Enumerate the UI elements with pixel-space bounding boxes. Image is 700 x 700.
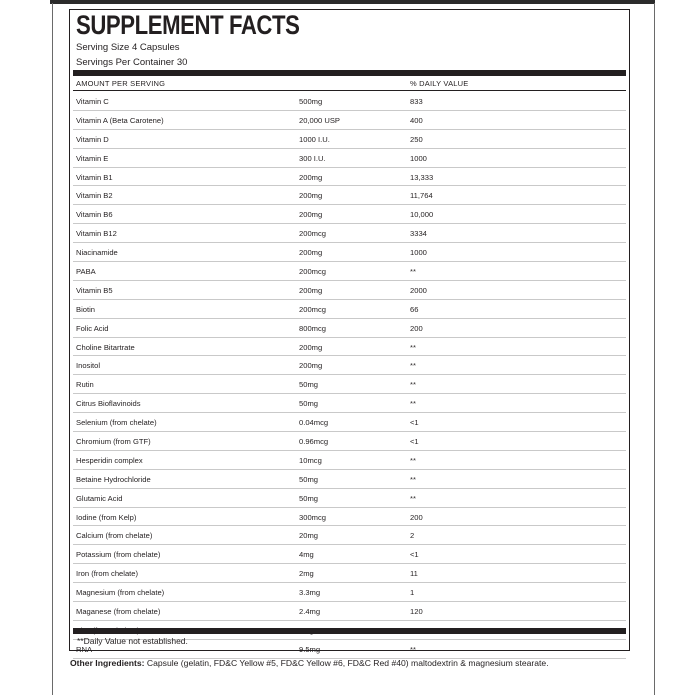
nutrient-amount: 20,000 USP — [299, 115, 340, 125]
nutrient-amount: 50mg — [299, 399, 318, 409]
table-row — [73, 451, 626, 470]
table-row — [73, 338, 626, 357]
table-row — [73, 394, 626, 413]
nutrient-name: Vitamin B12 — [76, 229, 117, 239]
nutrient-amount: 3.3mg — [299, 588, 321, 598]
nutrient-name: Vitamin C — [76, 97, 109, 106]
nutrient-amount: 0.96mcg — [299, 437, 329, 447]
nutrient-name: Inositol — [76, 361, 101, 371]
nutrient-name: Iodine (from Kelp) — [76, 512, 137, 522]
nutrient-name: Vitamin A (Beta Carotene) — [76, 115, 164, 125]
other-ingredients-label: Other Ingredients: — [70, 658, 145, 668]
nutrient-daily-value: 11,764 — [410, 191, 433, 201]
nutrient-amount: 1000 I.U. — [299, 134, 330, 144]
nutrient-name: Vitamin B2 — [76, 191, 113, 201]
serving-size: Serving Size 4 Capsules — [76, 42, 180, 53]
nutrient-name: Iron (from chelate) — [76, 569, 139, 579]
table-row — [73, 130, 626, 149]
nutrient-amount: 200mg — [299, 248, 323, 258]
table-row — [73, 243, 626, 262]
nutrient-name: Glutamic Acid — [76, 493, 123, 503]
nutrient-daily-value: 1000 — [410, 248, 427, 258]
nutrient-amount: 10mcg — [299, 455, 322, 465]
nutrient-amount: 9.5mg — [299, 644, 321, 654]
table-row — [73, 413, 626, 432]
nutrient-name: Choline Bitartrate — [76, 342, 135, 352]
other-ingredients-text: Capsule (gelatin, FD&C Yellow #5, FD&C Yellow #6, FD&C Red #40) maltodextrin & magnesium stearate. — [144, 658, 549, 668]
table-row — [73, 300, 626, 319]
nutrient-name: Maganese (from chelate) — [76, 607, 161, 617]
nutrient-daily-value: ** — [410, 342, 416, 352]
nutrient-daily-value: ** — [410, 380, 416, 390]
nutrient-daily-value: 1000 — [410, 153, 427, 163]
table-row — [73, 111, 626, 130]
table-row — [73, 545, 626, 564]
nutrient-amount: 200mg — [299, 342, 323, 352]
nutrient-daily-value: <1 — [410, 418, 419, 428]
nutrient-daily-value: ** — [410, 267, 416, 277]
nutrient-daily-value: 3334 — [410, 229, 427, 239]
nutrient-daily-value: <1 — [410, 437, 419, 447]
table-row — [73, 319, 626, 338]
nutrient-name: Vitamin B6 — [76, 210, 113, 220]
nutrient-daily-value: ** — [410, 474, 416, 484]
panel-title: SUPPLEMENT FACTS — [76, 10, 300, 40]
nutrient-name: Chromium (from GTF) — [76, 437, 151, 447]
nutrient-daily-value: 2000 — [410, 285, 427, 295]
nutrient-daily-value: 1 — [410, 588, 415, 598]
nutrient-daily-value: 11 — [410, 569, 418, 579]
nutrient-daily-value: 120 — [410, 607, 423, 617]
table-row — [73, 356, 626, 375]
table-row — [73, 583, 626, 602]
nutrient-daily-value: ** — [410, 644, 416, 654]
table-row — [73, 149, 626, 168]
header-amount-per-serving: AMOUNT PER SERVING — [76, 79, 166, 88]
nutrient-daily-value: 200 — [410, 323, 423, 333]
nutrient-name: Hesperidin complex — [76, 455, 143, 465]
nutrient-amount: 50mg — [299, 474, 318, 484]
table-row — [73, 526, 626, 545]
table-row — [73, 224, 626, 243]
nutrient-amount: 0.04mcg — [299, 418, 329, 428]
nutrient-amount: 50mg — [299, 493, 318, 503]
nutrient-daily-value: 2 — [410, 531, 415, 541]
nutrient-daily-value: ** — [410, 399, 416, 409]
nutrient-amount: 200mcg — [299, 304, 327, 314]
nutrient-name: Potassium (from chelate) — [76, 550, 161, 560]
nutrient-name: Vitamin B5 — [76, 285, 113, 295]
nutrient-name: Biotin — [76, 304, 95, 314]
nutrient-name: Calcium (from chelate) — [76, 531, 153, 541]
nutrient-amount: 200mg — [299, 285, 323, 295]
servings-per-container: Servings Per Container 30 — [76, 57, 188, 68]
header-daily-value: % DAILY VALUE — [410, 79, 469, 88]
nutrient-amount: 2mg — [299, 569, 314, 579]
table-header — [73, 76, 626, 91]
nutrient-daily-value: 66 — [410, 304, 419, 314]
nutrient-daily-value: ** — [410, 455, 416, 465]
nutrient-amount: 50mg — [299, 380, 318, 390]
nutrient-name: Niacinamide — [76, 248, 118, 258]
other-ingredients — [70, 658, 549, 668]
nutrient-daily-value: 10,000 — [410, 210, 434, 220]
table-row — [73, 564, 626, 583]
nutrient-daily-value: ** — [410, 493, 416, 503]
nutrient-daily-value: ** — [410, 361, 416, 371]
nutrient-daily-value: 250 — [410, 134, 423, 144]
nutrient-name: Magnesium (from chelate) — [76, 588, 165, 598]
nutrient-amount: 20mg — [299, 531, 318, 541]
table-row — [73, 262, 626, 281]
nutrient-name: Betaine Hydrochloride — [76, 474, 151, 484]
nutrient-name: Citrus Bioflavinoids — [76, 399, 141, 409]
nutrient-name: Selenium (from chelate) — [76, 418, 157, 428]
bottom-rule — [73, 628, 626, 634]
table-row — [73, 375, 626, 394]
table-row — [73, 205, 626, 224]
nutrient-name: Vitamin D — [76, 134, 109, 144]
table-row — [73, 168, 626, 187]
nutrient-amount: 300mcg — [299, 512, 327, 522]
nutrient-amount: 200mg — [299, 210, 323, 220]
nutrient-name: RNA — [76, 644, 93, 654]
table-row — [73, 602, 626, 621]
table-row — [73, 508, 626, 527]
nutrient-name: Folic Acid — [76, 323, 109, 333]
nutrient-amount: 2.4mg — [299, 607, 321, 617]
nutrient-amount: 200mg — [299, 191, 323, 201]
nutrient-amount: 200mg — [299, 172, 323, 182]
nutrient-amount: 200mg — [299, 361, 323, 371]
nutrient-amount: 4mg — [299, 550, 314, 560]
nutrient-amount: 800mcg — [299, 323, 327, 333]
table-row — [73, 489, 626, 508]
table-row — [73, 186, 626, 205]
table-row — [73, 432, 626, 451]
nutrient-amount: 300 I.U. — [299, 153, 326, 163]
nutrient-daily-value: 833 — [410, 97, 423, 106]
nutrient-daily-value: 13,333 — [410, 172, 434, 182]
footnote: **Daily Value not established. — [77, 636, 188, 646]
nutrient-amount: 200mcg — [299, 267, 327, 277]
nutrient-daily-value: 200 — [410, 512, 423, 522]
nutrient-name: Vitamin E — [76, 153, 109, 163]
table-row — [73, 92, 626, 111]
nutrient-name: PABA — [76, 267, 96, 277]
nutrient-amount: 200mcg — [299, 229, 327, 239]
nutrient-daily-value: 400 — [410, 115, 423, 125]
nutrient-name: Rutin — [76, 380, 94, 390]
nutrient-table — [73, 92, 626, 659]
table-row — [73, 281, 626, 300]
nutrient-daily-value: <1 — [410, 550, 419, 560]
nutrient-amount: 500mg — [299, 97, 323, 106]
table-row — [73, 470, 626, 489]
nutrient-name: Vitamin B1 — [76, 172, 113, 182]
supplement-facts-panel — [69, 9, 630, 654]
